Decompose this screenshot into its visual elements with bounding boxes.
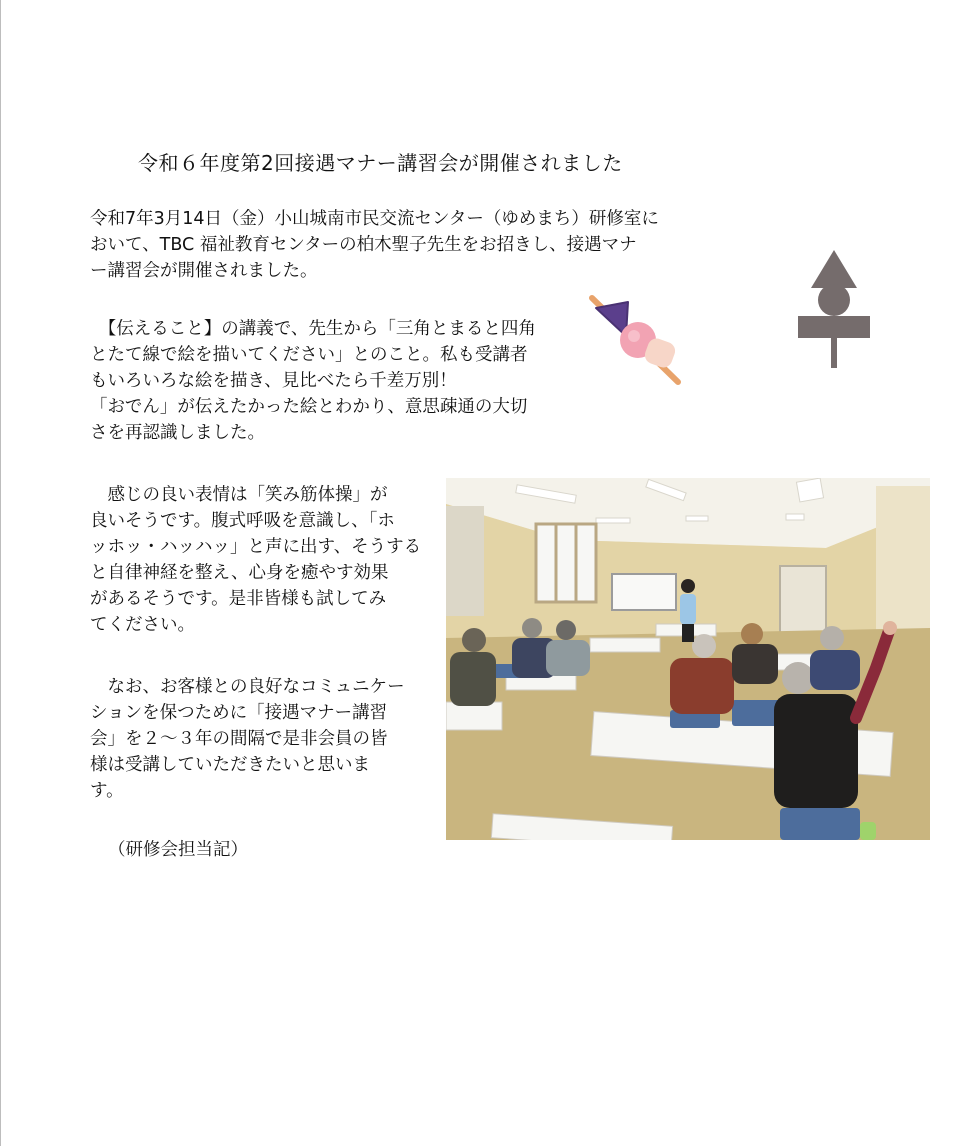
text-line: 【伝えること】の講義で、先生から「三角とまると四角: [90, 319, 536, 339]
text-line: ッホッ・ハッハッ」と声に出す、そうする: [90, 537, 422, 557]
tree-drawing-icon: [796, 250, 872, 368]
text-line: とたて線で絵を描いてください」とのこと。私も受講者: [90, 345, 528, 365]
text-line: もいろいろな絵を描き、見比べたら千差万別！: [90, 371, 457, 391]
text-line: 令和7年3月14日（金）小山城南市民交流センター（ゆめまち）研修室に: [90, 209, 659, 229]
oden-icon: [586, 288, 686, 388]
paragraph-closing: [90, 674, 405, 804]
text-line: なお、お客様との良好なコミュニケー: [90, 677, 405, 697]
author-signature: （研修会担当記）: [108, 840, 248, 860]
paragraph-lecture: [90, 316, 536, 446]
paragraph-intro: [90, 206, 659, 284]
text-line: 感じの良い表情は「笑み筋体操」が: [90, 485, 388, 505]
text-line: ー講習会が開催されました。: [90, 261, 318, 281]
text-line: があるそうです。是非皆様も試してみ: [90, 589, 387, 609]
text-line: 良いそうです。腹式呼吸を意識し、「ホ: [90, 511, 395, 531]
text-line: 様は受講していただきたいと思いま: [90, 755, 370, 775]
text-line: 「おでん」が伝えたかった絵とわかり、意思疎通の大切: [90, 397, 528, 417]
text-line: ションを保つために「接遇マナー講習: [90, 703, 388, 723]
article-title: 令和６年度第2回接遇マナー講習会が開催されました: [138, 151, 623, 175]
text-line: す。: [90, 781, 124, 801]
seminar-photo: [446, 478, 930, 840]
text-line: と自律神経を整え、心身を癒やす効果: [90, 563, 389, 583]
text-line: おいて、TBC 福祉教育センターの柏木聖子先生をお招きし、接遇マナ: [90, 235, 637, 255]
text-line: さを再認識しました。: [90, 423, 265, 443]
text-line: 会」を２～３年の間隔で是非会員の皆: [90, 729, 388, 749]
paragraph-exercise: [90, 482, 421, 638]
page-border: [0, 0, 1, 1146]
text-line: てください。: [90, 615, 195, 635]
